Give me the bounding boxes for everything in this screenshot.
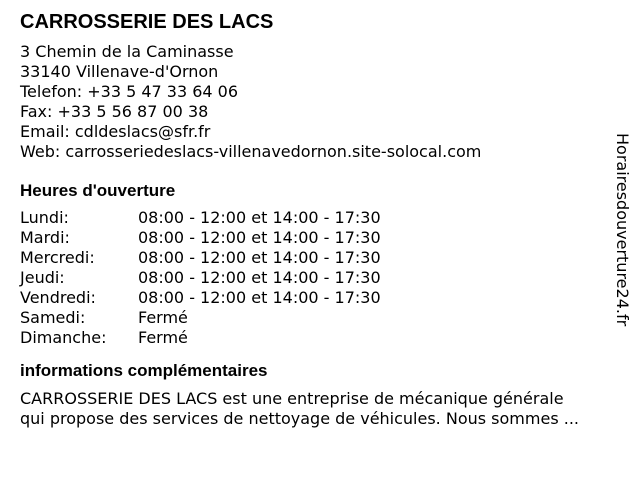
hours-row-mardi (20, 228, 610, 248)
hours-day: Dimanche: (20, 328, 107, 347)
opening-hours-list (20, 208, 610, 348)
hours-time: 08:00 - 12:00 et 14:00 - 17:30 (138, 228, 381, 247)
business-card (20, 10, 610, 429)
contact-block (20, 42, 610, 162)
extra-info-heading: informations complémentaires (20, 361, 268, 380)
hours-row-samedi (20, 308, 610, 328)
hours-time: 08:00 - 12:00 et 14:00 - 17:30 (138, 208, 381, 227)
address-city: 33140 Villenave-d'Ornon (20, 62, 219, 81)
hours-day: Samedi: (20, 308, 86, 327)
hours-row-jeudi (20, 268, 610, 288)
hours-time: 08:00 - 12:00 et 14:00 - 17:30 (138, 288, 381, 307)
fax-line: Fax: +33 5 56 87 00 38 (20, 102, 209, 121)
hours-row-vendredi (20, 288, 610, 308)
business-name: CARROSSERIE DES LACS (20, 11, 274, 33)
hours-row-dimanche (20, 328, 610, 348)
hours-row-lundi (20, 208, 610, 228)
hours-day: Mercredi: (20, 248, 95, 267)
email-line: Email: cdldeslacs@sfr.fr (20, 122, 211, 141)
phone-line: Telefon: +33 5 47 33 64 06 (20, 82, 239, 101)
hours-time: Fermé (138, 328, 188, 347)
web-line: Web: carrosseriedeslacs-villenavedornon.site-solocal.com (20, 142, 482, 161)
hours-time: Fermé (138, 308, 188, 327)
hours-day: Vendredi: (20, 288, 96, 307)
description-text (20, 389, 610, 429)
hours-time: 08:00 - 12:00 et 14:00 - 17:30 (138, 248, 381, 267)
description-line: CARROSSERIE DES LACS est une entreprise de mécanique générale (20, 389, 564, 408)
hours-day: Jeudi: (20, 268, 65, 287)
hours-day: Mardi: (20, 228, 70, 247)
site-watermark (612, 133, 632, 343)
description-line: qui propose des services de nettoyage de véhicules. Nous sommes ... (20, 409, 579, 428)
hours-row-mercredi (20, 248, 610, 268)
hours-time: 08:00 - 12:00 et 14:00 - 17:30 (138, 268, 381, 287)
address-street: 3 Chemin de la Caminasse (20, 42, 234, 61)
hours-day: Lundi: (20, 208, 69, 227)
watermark-text: Horairesdouverture24.fr (613, 133, 632, 327)
hours-heading: Heures d'ouverture (20, 181, 176, 200)
